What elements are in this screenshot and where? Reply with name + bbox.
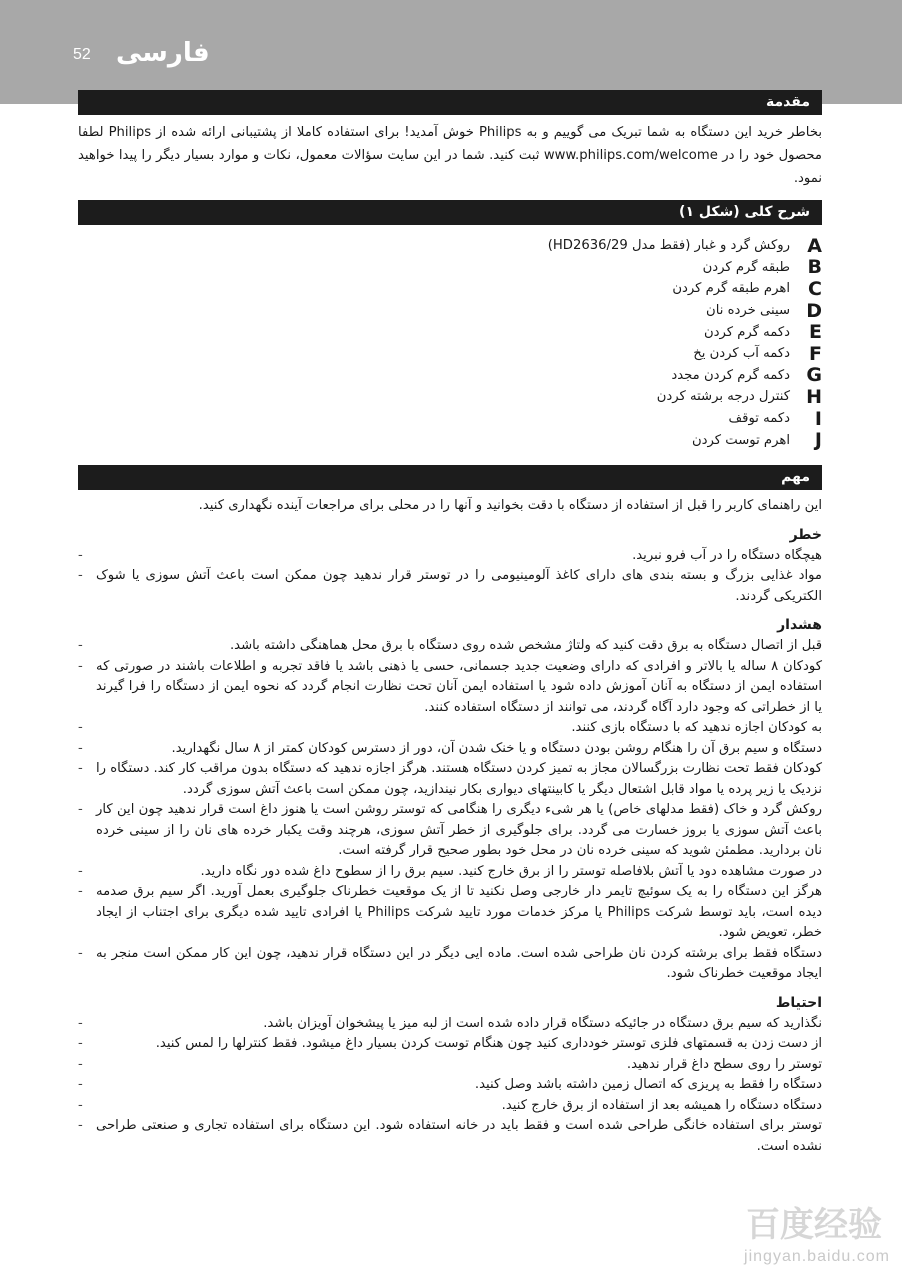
part-label: دکمه توقف (728, 411, 790, 427)
warning-list (78, 636, 822, 985)
part-item (78, 343, 822, 365)
caution-list (78, 1014, 822, 1158)
part-label: روکش گرد و غبار (فقط مدل HD2636/29) (547, 238, 790, 254)
important-intro: این راهنمای کاربر را قبل از استفاده از دستگاه با دقت بخوانید و آنها را در محلی برای مراجعات آینده نگهداری کنید. (198, 497, 822, 513)
part-letter: C (808, 277, 822, 300)
list-item: - توستر را روی سطح داغ قرار ندهید. (78, 1056, 822, 1072)
list-item: - هیچگاه دستگاه را در آب فرو نبرید. (78, 547, 822, 563)
list-item: - قبل از اتصال دستگاه به برق دقت کنید که ولتاژ مشخص شده روی دستگاه با برق محل هماهنگی داشته باشد. (78, 638, 822, 654)
list-item: - کودکان ۸ ساله یا بالاتر و افرادی که دارای وضعیت جدید جسمانی، حسی یا ذهنی باشد یا فاقد تجربه و اطلاعات باشند در صورتی که استفاده ایمن از دستگاه به آنان آموزش داده شود یا استفاده ایمن آنان تحت نظارت انجام گردد که نحوه ایمن از دستگاه را فرا گیرند یا از خطراتی که وجود دارد آگاه گردند، می توانند از دستگاه استفاده کنند. (78, 658, 823, 715)
list-item: - به کودکان اجازه ندهید که با دستگاه بازی کنند. (78, 720, 822, 736)
part-item (78, 321, 822, 343)
list-item: - هرگز این دستگاه را به یک سوئیچ تایمر دار خارجی وصل نکنید تا از یک موقعیت خطرناک جلوگیری بعمل آورید. اگر سیم برق صدمه دیده است، باید توسط شرکت Philips یا مرکز خدمات مورد تایید شرکت Philips یا افرادی تایید شده دیگری برای اجتناب از ایجاد خطر، تعویض شود. (78, 884, 822, 941)
part-letter: A (807, 234, 822, 257)
part-letter: I (814, 407, 822, 430)
caution-heading: احتیاط (775, 994, 822, 1011)
part-label: طبقه گرم کردن (702, 259, 790, 275)
danger-list (78, 546, 822, 608)
list-item: - روکش گرد و خاک (فقط مدلهای خاص) یا هر شیء دیگری را هنگامی که توستر روشن است یا هنوز داغ است قرار ندهید چون این کار باعث آتش سوزی یا بروز خسارت می گردد. برای جلوگیری از خطر آتش سوزی، هرچند وقت یکبار خرده های نان را از سینی خرده نان بردارید. مطمئن شوید که سینی خرده نان در محل خود بطور صحیح قرار گرفته است. (78, 802, 822, 859)
part-letter: E (809, 321, 822, 344)
part-label: دکمه گرم کردن (703, 324, 790, 340)
part-item (78, 300, 822, 322)
part-label: سینی خرده نان (706, 303, 790, 319)
list-item: - کودکان فقط تحت نظارت بزرگسالان مجاز به تمیز کردن دستگاه هستند. هرگز اجازه ندهید که دستگاه بدون مراقب کار کند. دستگاه را نزدیک یا زیر پرده یا مواد قابل اشتعال دیگر یا کابینتهای دیواری بکار نیندازید، چون ممکن است باعث آتش سوزی گردد. (78, 761, 822, 797)
list-item: - مواد غذایی بزرگ و بسته بندی های دارای کاغذ آلومینیومی را در توستر قرار ندهید چون ممکن است باعث آتش سوزی یا شوک الکتریکی گردند. (78, 568, 822, 604)
part-label: اهرم طبقه گرم کردن (672, 281, 790, 297)
list-item: - در صورت مشاهده دود یا آتش بلافاصله توستر را از برق خارج کنید. سیم برق را از سطوح داغ شده دور نگاه دارید. (78, 863, 822, 879)
part-label: دکمه گرم کردن مجدد (671, 367, 790, 383)
list-item: - دستگاه فقط برای برشته کردن نان طراحی شده است. ماده ایی دیگر در این دستگاه قرار ندهید، چون این کار ممکن است منجر به ایجاد موقعیت خطرناک شود. (78, 945, 822, 982)
parts-list (78, 235, 822, 451)
part-item (78, 386, 822, 408)
section-heading-intro: مقدمة (78, 90, 822, 115)
page-number: 52 (73, 46, 91, 63)
part-item (78, 235, 822, 257)
part-item (78, 365, 822, 387)
part-letter: J (814, 429, 822, 452)
part-letter: F (809, 342, 822, 365)
watermark-brand: 百度经验 (746, 1205, 882, 1245)
page-header-band (0, 0, 902, 104)
part-label: اهرم توست کردن (691, 432, 790, 448)
part-label: کنترل درجه برشته کردن (656, 389, 790, 405)
list-item: - نگذارید که سیم برق دستگاه در جائیکه دستگاه قرار داده شده است از لبه میز یا پیشخوان آویزان باشد. (78, 1015, 822, 1031)
part-item (78, 429, 822, 451)
intro-paragraph: بخاطر خرید این دستگاه به شما تبریک می گوییم و به Philips خوش آمدید! برای استفاده کاملا از پشتیبانی ارائه شده از Philips لطفا محصول خود را در www.philips.com/welcome ثبت کنید. شما در این سایت سؤالات معمول، نکات و موارد بسیار دیگر را پیدا خواهید نمود. (78, 125, 822, 186)
part-letter: G (806, 364, 822, 387)
watermark-url: jingyan.baidu.com (744, 1248, 890, 1265)
part-letter: D (806, 299, 822, 322)
danger-heading: خطر (789, 526, 822, 543)
list-item: - دستگاه و سیم برق آن را هنگام روشن بودن دستگاه و یا خنک شدن آن، دور از دسترس کودکان کمتر از ۸ سال نگهدارید. (78, 740, 822, 756)
part-item (78, 257, 822, 279)
part-letter: H (806, 385, 822, 408)
part-label: دکمه آب کردن یخ (693, 346, 790, 362)
list-item: - توستر برای استفاده خانگی طراحی شده است و فقط باید در خانه استفاده شود. این دستگاه برای استفاده تجاری و صنعتی طراحی نشده است. (78, 1118, 822, 1154)
part-letter: B (807, 256, 822, 279)
list-item: - از دست زدن به قسمتهای فلزی توستر خودداری کنید چون هنگام توست کردن بسیار داغ میشود. فقط کنترلها را لمس کنید. (78, 1036, 822, 1052)
language-title: فارسی (116, 38, 210, 68)
part-item (78, 278, 822, 300)
warning-heading: هشدار (777, 617, 822, 634)
section-heading-overview: شرح کلی (شکل ۱) (78, 200, 822, 225)
section-heading-important: مهم (78, 465, 822, 490)
list-item: - دستگاه دستگاه را همیشه بعد از استفاده از برق خارج کنید. (78, 1097, 822, 1113)
page-content (78, 90, 822, 1157)
list-item: - دستگاه را فقط به پریزی که اتصال زمین داشته باشد وصل کنید. (78, 1077, 822, 1093)
part-item (78, 408, 822, 430)
